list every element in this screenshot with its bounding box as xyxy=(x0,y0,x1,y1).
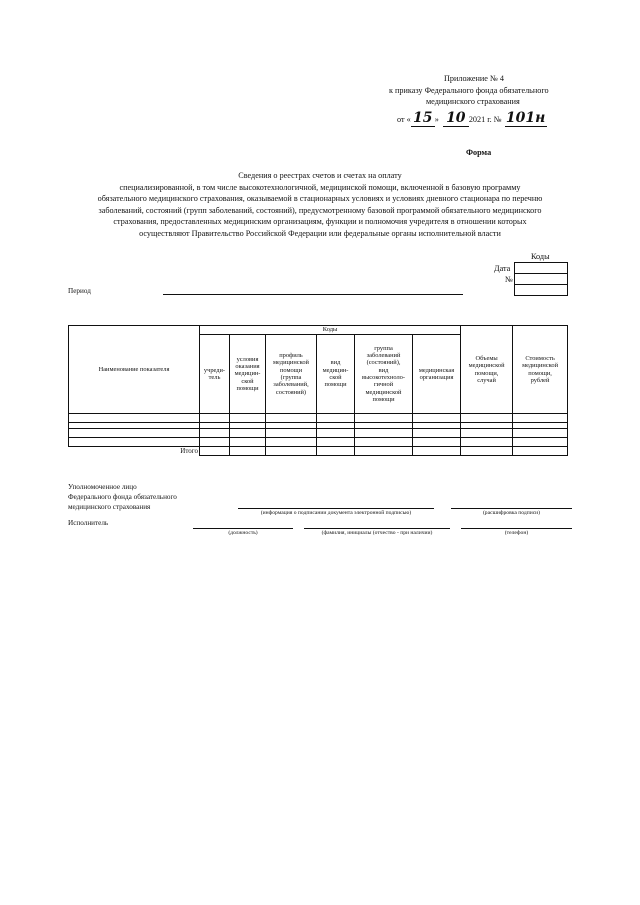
table-row[interactable] xyxy=(69,414,568,423)
total-row[interactable] xyxy=(69,447,568,456)
appendix-order-line: к приказу Федерального фонда обязательного xyxy=(389,86,549,95)
fio-caption: (фамилия, инициалы (отчество - при наличии) xyxy=(321,530,433,536)
col-header-care-type: вид медицин- ской помощи xyxy=(317,335,355,414)
col-header-disease-group: группа заболеваний (состояний), вид высокотехноло- гичной медицинской помощи xyxy=(355,335,413,414)
heading-line: обязательного медицинского страхования, оказываемой в стационарных условиях и условиях дневного стационара по перечню xyxy=(97,194,543,204)
handwritten-number: 101н xyxy=(505,110,546,126)
signature-info-caption: (информация о подписании документа электронной подписью) xyxy=(260,510,412,516)
total-label: Итого xyxy=(69,447,200,456)
appendix-date-line: от « 15 » 10 2021 г. № 101н xyxy=(397,110,546,126)
col-header-profile: профиль медицинской помощи (группа заболеваний, состояний) xyxy=(266,335,317,414)
signature-decode-line[interactable] xyxy=(451,508,572,509)
period-line[interactable] xyxy=(163,294,463,295)
phone-caption: (телефон) xyxy=(504,530,529,536)
table-row[interactable] xyxy=(69,438,568,447)
heading-line: Сведения о реестрах счетов и счетах на оплату xyxy=(238,171,402,180)
appendix-fund-line: медицинского страхования xyxy=(426,97,520,106)
number-label: № xyxy=(505,275,513,284)
period-label: Период xyxy=(68,287,91,295)
table-row[interactable] xyxy=(69,429,568,438)
period-code-field[interactable] xyxy=(514,284,568,296)
col-header-cost: Стоимость медицинской помощи, рублей xyxy=(513,326,568,414)
handwritten-day: 15 xyxy=(411,110,435,127)
col-header-volume: Объемы медицинской помощи, случай xyxy=(461,326,513,414)
signature-decode-caption: (расшифровка подписи) xyxy=(482,510,541,516)
col-header-founder: учреди- тель xyxy=(200,335,230,414)
phone-line[interactable] xyxy=(461,528,572,529)
heading-line: специализированной, в том числе высокотехнологичной, медицинской помощи, включенной в базовую программу xyxy=(119,182,521,192)
col-header-name: Наименование показателя xyxy=(69,326,200,414)
col-header-conditions: условия оказания медицин- ской помощи xyxy=(230,335,266,414)
position-line[interactable] xyxy=(193,528,293,529)
fio-line[interactable] xyxy=(304,528,450,529)
report-table xyxy=(68,325,568,456)
authorized-person-label: Уполномоченное лицо Федерального фонда обязательного медицинского страхования xyxy=(68,483,177,511)
date-label: Дата xyxy=(494,264,511,273)
heading-line: осуществляют Правительство Российской Федерации или федеральные органы исполнительной власти xyxy=(139,228,501,238)
position-caption: (должность) xyxy=(228,530,258,536)
heading-line: заболеваний, состояний (групп заболеваний, состояний), предусмотренному базовой программой обязательного медицинского xyxy=(98,205,542,215)
col-header-med-org: медицинская организация xyxy=(413,335,461,414)
col-header-codes: Коды xyxy=(200,326,461,335)
handwritten-month: 10 xyxy=(443,110,469,127)
form-label: Форма xyxy=(466,148,492,157)
heading-line: страхования, предоставленных медицинским организациям, функции и полномочия учредителя в отношении которых xyxy=(113,217,527,227)
document-heading xyxy=(60,170,580,240)
codes-title: Коды xyxy=(531,252,550,261)
executor-label: Исполнитель xyxy=(68,519,109,527)
appendix-title: Приложение № 4 xyxy=(444,74,504,83)
signature-info-line[interactable] xyxy=(238,508,434,509)
